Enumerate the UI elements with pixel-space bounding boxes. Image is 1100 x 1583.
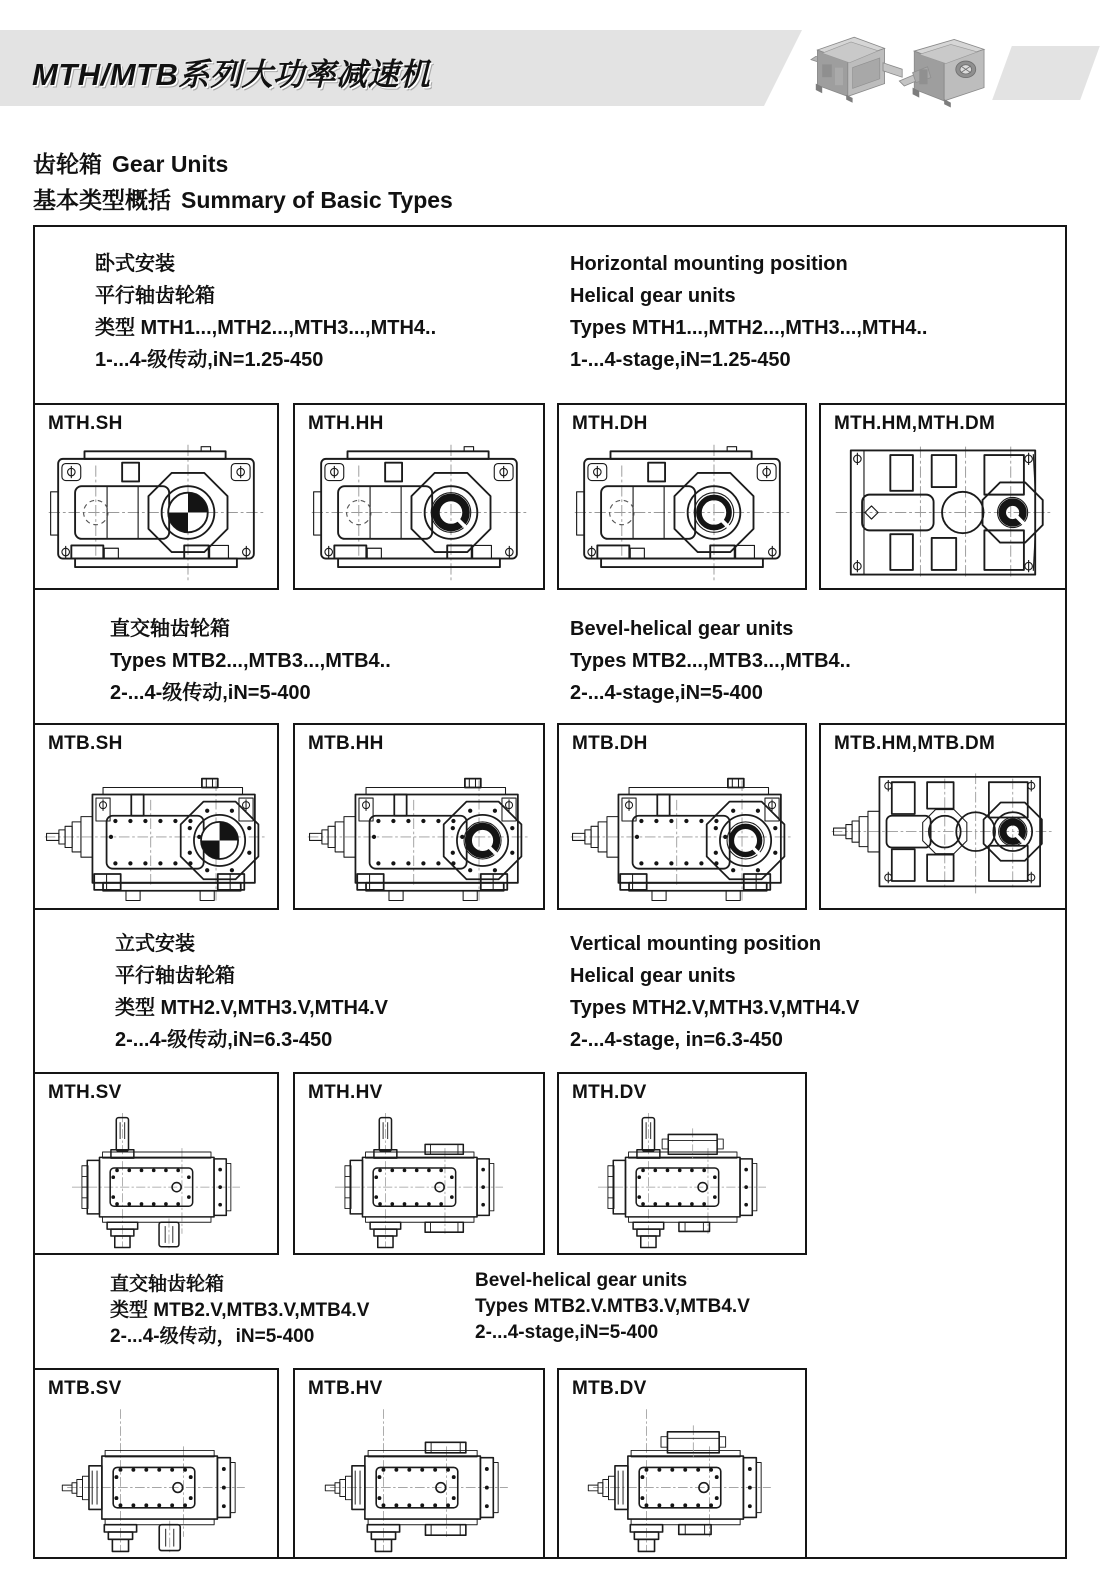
- mtb-dv-technical-drawing: [565, 1406, 799, 1553]
- mtb-sv-technical-drawing: [41, 1406, 271, 1553]
- section-2-text-cn: [110, 613, 391, 709]
- section-4-en-line: Bevel-helical gear units: [475, 1270, 688, 1291]
- section-3-en-line: Helical gear units: [570, 965, 736, 987]
- unit-label: MTB.HV: [308, 1378, 383, 1399]
- section-1-text-en: [570, 248, 927, 376]
- mth-hv-technical-drawing: [301, 1110, 537, 1249]
- section-3-cn-line: 类型 MTH2.V,MTH3.V,MTH4.V: [115, 997, 389, 1019]
- unit-label: MTH.HV: [308, 1082, 383, 1103]
- section-1-en-line: Helical gear units: [570, 285, 736, 307]
- mtb-hm-dm-technical-drawing: [827, 761, 1059, 904]
- section-4-cn-line: 2-...4-级传动，iN=5-400: [110, 1326, 315, 1347]
- unit-label: MTH.DV: [572, 1082, 647, 1103]
- unit-box-mth-hv: [293, 1072, 545, 1255]
- unit-box-mth-hm-dm: [819, 403, 1067, 590]
- section-3-text-en: [570, 928, 859, 1056]
- mtb-hh-technical-drawing: [301, 761, 537, 904]
- unit-box-mth-sh: [33, 403, 279, 590]
- unit-box-mth-sv: [33, 1072, 279, 1255]
- header-banner-accent: [992, 46, 1100, 100]
- section-3-en-line: Vertical mounting position: [570, 933, 822, 955]
- unit-label: MTH.DH: [572, 413, 648, 434]
- unit-box-mtb-sv: [33, 1368, 279, 1559]
- section-4-en-line: 2-...4-stage,iN=5-400: [475, 1322, 659, 1343]
- unit-box-mth-hh: [293, 403, 545, 590]
- heading-summary-cn: 基本类型概括: [33, 187, 171, 213]
- section-1-en-line: Horizontal mounting position: [570, 253, 848, 275]
- mth-sh-technical-drawing: [41, 441, 271, 584]
- unit-box-mtb-hv: [293, 1368, 545, 1559]
- section-2-en-line: Types MTB2...,MTB3...,MTB4..: [570, 650, 851, 672]
- section-3-text-cn: [115, 928, 388, 1056]
- section-1-cn-line: 平行轴齿轮箱: [95, 285, 215, 307]
- mth-hm-dm-technical-drawing: [827, 441, 1059, 584]
- unit-box-mth-dv: [557, 1072, 807, 1255]
- section-2-text-en: [570, 613, 851, 709]
- unit-label: MTH.SH: [48, 413, 123, 434]
- unit-box-mtb-hm-dm: [819, 723, 1067, 910]
- section-2-en-line: 2-...4-stage,iN=5-400: [570, 682, 763, 704]
- mth-dv-technical-drawing: [565, 1110, 799, 1249]
- heading-summary-en: Summary of Basic Types: [181, 187, 453, 213]
- heading-summary: [33, 182, 453, 215]
- mtb-hv-technical-drawing: [301, 1406, 537, 1553]
- unit-box-mtb-hh: [293, 723, 545, 910]
- unit-label: MTH.HH: [308, 413, 384, 434]
- unit-box-mth-dh: [557, 403, 807, 590]
- mtb-sh-technical-drawing: [41, 761, 271, 904]
- section-3-cn-line: 2-...4-级传动,iN=6.3-450: [115, 1029, 333, 1051]
- heading-gear-units-en: Gear Units: [112, 151, 229, 177]
- unit-label: MTB.DV: [572, 1378, 647, 1399]
- unit-label: MTH.HM,MTH.DM: [834, 413, 996, 434]
- unit-box-mtb-dv: [557, 1368, 807, 1559]
- section-3-cn-line: 平行轴齿轮箱: [115, 965, 235, 987]
- heading-gear-units: [33, 146, 228, 179]
- mth-dh-technical-drawing: [565, 441, 799, 584]
- section-4-cn-line: 直交轴齿轮箱: [110, 1274, 225, 1295]
- gearbox-photo-right: [891, 24, 999, 118]
- section-3-en-line: 2-...4-stage, in=6.3-450: [570, 1029, 783, 1051]
- section-4-text-en: [475, 1268, 750, 1346]
- unit-label: MTH.SV: [48, 1082, 122, 1103]
- section-2-cn-line: 直交轴齿轮箱: [110, 618, 230, 640]
- section-1-cn-line: 类型 MTH1...,MTH2...,MTH3...,MTH4..: [95, 317, 437, 339]
- section-4-en-line: Types MTB2.V.MTB3.V,MTB4.V: [475, 1296, 750, 1317]
- unit-box-mtb-dh: [557, 723, 807, 910]
- section-1-en-line: Types MTH1...,MTH2...,MTH3...,MTH4..: [570, 317, 928, 339]
- mth-sv-technical-drawing: [41, 1110, 271, 1249]
- page-title: MTH/MTB系列大功率减速机: [32, 57, 431, 92]
- section-1-cn-line: 卧式安装: [95, 253, 175, 275]
- unit-label: MTB.SH: [48, 733, 123, 754]
- unit-label: MTB.HM,MTB.DM: [834, 733, 996, 754]
- section-1-text-cn: [95, 248, 436, 376]
- unit-label: MTB.HH: [308, 733, 384, 754]
- section-3-en-line: Types MTH2.V,MTH3.V,MTH4.V: [570, 997, 860, 1019]
- section-2-cn-line: 2-...4-级传动,iN=5-400: [110, 682, 311, 704]
- heading-gear-units-cn: 齿轮箱: [33, 151, 102, 177]
- section-4-cn-line: 类型 MTB2.V,MTB3.V,MTB4.V: [110, 1300, 370, 1321]
- section-1-cn-line: 1-...4-级传动,iN=1.25-450: [95, 349, 324, 371]
- section-3-cn-line: 立式安装: [115, 933, 195, 955]
- unit-box-mtb-sh: [33, 723, 279, 910]
- section-4-text-cn: [110, 1272, 369, 1350]
- mth-hh-technical-drawing: [301, 441, 537, 584]
- mtb-dh-technical-drawing: [565, 761, 799, 904]
- section-1-en-line: 1-...4-stage,iN=1.25-450: [570, 349, 791, 371]
- section-2-cn-line: Types MTB2...,MTB3...,MTB4..: [110, 650, 391, 672]
- unit-label: MTB.SV: [48, 1378, 122, 1399]
- unit-label: MTB.DH: [572, 733, 648, 754]
- section-2-en-line: Bevel-helical gear units: [570, 618, 794, 640]
